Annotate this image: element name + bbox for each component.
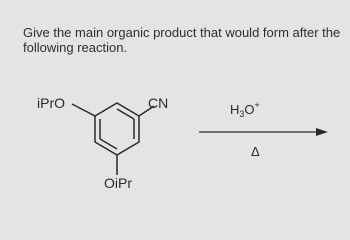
substituent-label-oipr: OiPr [104, 175, 132, 191]
substituent-bonds [72, 104, 154, 175]
reagent-label [230, 100, 260, 119]
reaction-arrow-head [316, 128, 328, 136]
reagent-base: O [244, 102, 255, 117]
bond-ipro [72, 104, 95, 116]
benzene-ring [95, 103, 139, 155]
ring-outline [95, 103, 139, 155]
reagent-prefix: H [230, 102, 240, 117]
substituent-label-cn: CN [148, 95, 169, 111]
ring-double-bond-bottom [100, 139, 117, 149]
substituent-label-ipro: iPrO [37, 95, 65, 111]
reagent-superscript: + [254, 100, 260, 110]
heat-condition-label: Δ [251, 144, 260, 159]
question-text: Give the main organic product that would form after the following reaction. [23, 25, 341, 55]
ring-double-bond-top [117, 109, 134, 119]
reagent-subscript: 3 [239, 109, 245, 119]
